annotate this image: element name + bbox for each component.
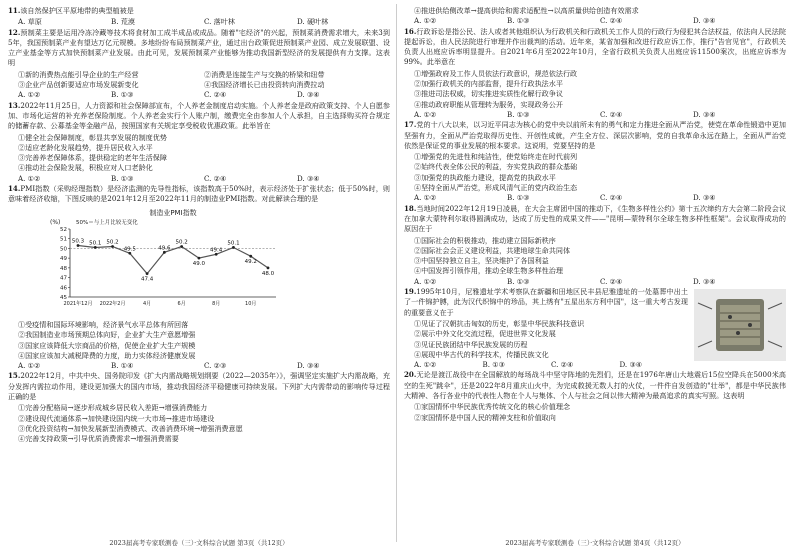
question-16: 16.行政诉讼是指公民、法人或者其他组织认为行政机关和行政机关工作人员的行政行为侵犯其合法权益，依法向人民法院提起诉讼，由人民法院进行审理并作出裁判的活动。近年来，某省加强和改进行政应诉工作，推行"告官见官"，行政机关负责人出庭应诉率明显提升。自2021年6月至2022年10月，全省行政机关负责人出庭应诉11500案次，出庭应诉率为99%。此举意在 xyxy=(404,26,786,67)
x-tick-label: 6月 xyxy=(177,300,186,307)
x-tick-label: 4月 xyxy=(142,300,152,307)
question-18: 18.当地时间2022年12月19日凌晨，在大会主席团中国的推动下，《生物多样性公约》第十五次缔约方大会第二阶段会议在加拿大蒙特利尔取得圆满成功，达成了历史性的成果文件——"昆明—蒙特利尔全球生物多样性框架"。会议取得成功的原因在于 xyxy=(404,203,786,234)
right-page: ④推进供给侧改革→提高供给和需求适配性→以高质量供给创造有效需求 A. ①② B. ①③ C. ②④ D. ③④ 16.行政诉讼是指公民、法人或者其他组织认为行政机关和行政机关工作人员的行政行为侵犯其合法权益，依法向人民法院提起诉讼，由人民法院进行审理并作出裁判的活动。近年来，某省加强和改进行政应诉工作，推行"告官见官"，行政机关负责人出庭应诉率明显提升。自2021年6月至2022年10月，全省行政机关负责人出庭应诉11500案次，出庭应诉率为99%。此举意在 ①增强政府及工作人员依法行政意识，规范依法行政 ②加强行政机关的内部监督，提升行政执法水平 ③推进司法权威，切实推进实质性化解行政争议 ④推动政府职能从管理转为服务，实现政务公开 A. ①② B. ①③ C. ②④ D. ③④ 17.党的十八大以来，以习近平同志为核心的党中央以前所未有的勇气和定力推进全面从严治党，使党在革命性锻造中更加坚强有力，全面从严治党取得历史性、开创性成就，产生全方位、深层次影响，党的自我革命永远在路上，全面从严治党依然是保证党的事业发展的根本要求。这说明，党要坚持的是 ①增强党的先进性和纯洁性，使党始终走在时代前列 ②始终代表全体公民的利益，夯实党执政的群众基础 ③加强党的执政能力建设，提高党的执政水平 ④坚持全面从严治党，形成风清气正的党内政治生态 A. ①② B. ①③ C. ②④ D. ③④ 18.当地时间2022年12月19日凌晨，在大会主席团中国的推动下，《生物多样性公约》第十五次缔约方大会第二阶段会议在加拿大蒙特利尔取得圆满成功，达成了历史性的成果文件——"昆明—蒙特利尔全球生物多样性框架"。会议取得成功的原因在于 ①国际社会的积极推动，推动建立国际新秩序 ②国际社会会正义建设利益，共建地球生命共同体 ③中国坚持独立自主，坚决维护了各国利益 ④中国发挥引领作用，推动全球生物多样性治理 A. ①② B. ①③ C. ②④ D. ③④ 19.1995年10月，尼雅遗址学术考察队在新疆和田地区民丰县尼雅遗址的一处墓葬中出土了一件锦护膊，此为汉代织锦中的珍品，其上绣有"五星出东方利中国"，这一重大考古发现的重要意义在于 ①见证了汉朝抗击匈奴的历史，彰显中华民族科技意识 ②展示中外文化交流过程，促进世界文化发展 ③见证民族团结中华民族发展的历程 ④展现中华古代的科学技术，传播民族文化 A. ①② B. ①③ C. ②④ D. ③④ 20.无论是渡江战役中在全国解放的每场战斗中坚守阵地的先烈们，还是在1976年唐山大地震后15位空降兵在5000米高空的生死"跳伞"，还是2022年8月重庆山火中，为完成救援无数人打的火仗，一件件自发创造的"壮举"，都是中华民族伟大精神、各行各业中的代表性人物在个人与集体、个人与社会之间以伟大精神为最高追求的真实写照。这表明 ①家国情怀中华民族优秀传统文化的核心价值理念 ②家国情怀是中国人民的精神支柱和价值取向 xyxy=(404,6,786,422)
y-tick-label: 45 xyxy=(60,294,67,301)
q12-options: A. ①② B. ①③ C. ②④ D. ③④ xyxy=(18,90,320,100)
x-tick-label: 10月 xyxy=(245,300,257,307)
left-footer: 2023届高考专家联测卷（三）·文科综合试题 第3页（共12页） xyxy=(109,539,289,547)
page-divider xyxy=(396,4,397,542)
pmi-chart-svg xyxy=(48,207,288,315)
pmi-value-label: 50.2 xyxy=(175,239,188,246)
chart-title: 制造业PMI指数 xyxy=(149,208,197,217)
right-footer: 2023届高考专家联测卷（三）·文科综合试题 第4页（共12页） xyxy=(505,539,685,547)
pmi-series-line xyxy=(78,245,268,273)
q14-options: A. ①② B. ①④ C. ②③ D. ③④ xyxy=(18,361,320,371)
q15-options: A. ①② B. ①③ C. ②④ D. ③④ xyxy=(414,16,716,26)
pmi-data-point xyxy=(267,266,270,269)
question-13: 13.2022年11月25日，人力资源和社会保障部宣布，个人养老金制度启动实施。个人养老金是政府政策支持、个人自愿参加、市场化运营的补充养老保险制度。个人养老金实行个人账户制，缴费完全由参加人个人承担，自主选择购买符合规定的储蓄存款、公募基金等金融产品，按照国家有关规定享受税收优惠政策。此举旨在 xyxy=(8,100,390,131)
question-19: 19.1995年10月，尼雅遗址学术考察队在新疆和田地区民丰县尼雅遗址的一处墓葬中出土了一件锦护膊，此为汉代织锦中的珍品，其上绣有"五星出东方利中国"，这一重大考古发现的重要意义在于 xyxy=(404,287,786,318)
pmi-value-label: 49.6 xyxy=(158,244,171,251)
pmi-value-label: 49.0 xyxy=(192,260,206,267)
q17-options: A. ①② B. ①③ C. ②④ D. ③④ xyxy=(414,193,716,203)
pmi-data-point xyxy=(111,245,114,248)
x-tick-label: 8月 xyxy=(212,300,221,307)
pmi-value-label: 50.1 xyxy=(227,240,240,247)
pmi-data-point xyxy=(77,244,80,247)
pmi-value-label: 49.2 xyxy=(244,258,257,265)
y-tick-label: 52 xyxy=(60,226,67,233)
pmi-data-point xyxy=(94,246,97,249)
question-11: 11.该自然保护区平原地带的典型植被是 xyxy=(8,6,134,15)
pmi-chart xyxy=(48,207,390,318)
pmi-value-label: 50.2 xyxy=(106,239,119,246)
y-tick-label: 51 xyxy=(60,236,67,243)
armguard-illustration xyxy=(694,289,786,361)
pmi-value-label: 50.3 xyxy=(71,238,85,245)
pmi-data-point xyxy=(215,252,218,255)
pmi-data-point xyxy=(249,254,252,257)
question-14: 14.PMI指数（采购经理指数）是经济监测的先导性指标，该指数高于50%时，表示经济处于扩张状态；低于50%时，则意味着经济收缩，下图反映的是2021年12月至2022年11月的制造业PMI指数。对此解读合理的是 xyxy=(8,184,390,204)
x-tick-label: 2021年12月 xyxy=(63,300,93,307)
y-tick-label: 49 xyxy=(60,255,67,262)
pmi-value-label: 48.0 xyxy=(261,270,275,277)
q13-options: A. ①② B. ①③ C. ②④ D. ③④ xyxy=(18,173,320,183)
pmi-data-point xyxy=(163,251,166,254)
pmi-data-point xyxy=(128,252,131,255)
q16-options: A. ①② B. ①③ C. ②④ D. ③④ xyxy=(414,109,716,119)
pmi-value-label: 49.4 xyxy=(210,246,223,253)
question-15: 15.2022年12月，中共中央、国务院印发《扩大内需战略规划纲要（2022—2035年）》，强调坚定实施扩大内需战略，充分发挥内需拉动作用，建设更加强大的国内市场，推动我国经济平稳健康可持续发展。下列扩大内需带动的影响传导过程正确的是 xyxy=(8,371,390,402)
brocade-armguard-photo xyxy=(694,289,786,361)
pmi-value-label: 49.5 xyxy=(123,245,136,252)
question-12: 12.预制菜主要是运用冷冻冷藏等技术将食材加工成半成品或成品。随着"宅经济"的兴起，预制菜消费需求增大，未来3到5年，我国预制菜产业有望达万亿元规模。多地纷纷布局预制菜产业，通过出台政策促进预制菜产业园、成立发展联盟、设立产业基金等方式加快预制菜产业发展。由此可见，发展预制菜产业能够为推动我国新型经济的发展提供有力支撑。这表明 xyxy=(8,27,390,68)
question-17: 17.党的十八大以来，以习近平同志为核心的党中央以前所未有的勇气和定力推进全面从严治党，使党在革命性锻造中更加坚强有力，全面从严治党取得历史性、开创性成就，产生全方位、深层次影响，党的自我革命永远在路上，全面从严治党依然是保证党的事业发展的根本要求。这说明，党要坚持的是 xyxy=(404,120,786,150)
pmi-value-label: 50.1 xyxy=(89,240,102,247)
y-axis-label: (%) xyxy=(50,218,61,226)
pmi-value-label: 47.4 xyxy=(140,276,154,283)
pmi-data-point xyxy=(146,272,149,275)
y-tick-label: 47 xyxy=(60,275,67,282)
pmi-data-point xyxy=(232,246,235,249)
q19-options: A. ①② B. ①③ C. ②④ D. ③④ xyxy=(414,360,643,370)
y-tick-label: 48 xyxy=(60,265,67,272)
pmi-data-point xyxy=(198,256,201,259)
chart-legend: 50%＝与上月比较无变化 xyxy=(76,219,138,226)
question-20: 20.无论是渡江战役中在全国解放的每场战斗中坚守阵地的先烈们，还是在1976年唐山大地震后15位空降兵在5000米高空的生死"跳伞"，还是2022年8月重庆山火中，为完成救援无数人打的火仗，一件件自发创造的"壮举"，都是中华民族伟大精神、各行各业中的代表性人物在个人与集体、个人与社会之间以伟大精神为最高追求的真实写照。这表明 xyxy=(404,370,786,400)
y-tick-label: 50 xyxy=(60,246,67,253)
q18-options: A. ①② B. ①③ C. ②④ D. ③④ xyxy=(414,276,716,286)
x-tick-label: 2022年2月 xyxy=(99,300,126,307)
q11-options: A. 草原 B. 荒漠 C. 落叶林 D. 硬叶林 xyxy=(18,17,329,27)
y-tick-label: 46 xyxy=(60,284,67,291)
left-page: 11.该自然保护区平原地带的典型植被是 A. 草原 B. 荒漠 C. 落叶林 D. 硬叶林 12.预制菜主要是运用冷冻冷藏等技术将食材加工成半成品或成品。随着"宅经济"的兴起，预制菜消费需求增大，未来3到5年，我国预制菜产业有望达万亿元规模。多地纷纷布局预制菜产业，通过出台政策促进预制菜产业园、成立发展联盟、设立产业基金等方式加快预制菜产业发展。由此可见，发展预制菜产业能够为推动我国新型经济的发展提供有力支撑。这表明 ①新的消费热点能引导企业的生产经营 ②消费是连接生产与交换的桥梁和纽带 ③企业产品创新要适应市场发展新变化 ④我国经济增长已由投资转向消费拉动 A. ①② B. ①③ C. ②④ D. ③④ 13.2022年11月25日，人力资源和社会保障部宣布，个人养老金制度启动实施。个人养老金是政府政策支持、个人自愿参加、市场化运营的补充养老保险制度。个人养老金实行个人账户制，缴费完全由参加人个人承担，自主选择购买符合规定的储蓄存款、公募基金等金融产品，按照国家有关规定享受税收优惠政策。此举旨在 ①健全社会保障制度，彰显共享发展的制度优势 ②适应老龄化发展趋势，提升居民收入水平 ③完善养老保障体系，提供稳定的老年生活保障 ④推动社会保险发展，积极应对人口老龄化 A. ①② B. ①③ C. ②④ D. ③④ 14.PMI指数（采购经理指数）是经济监测的先导性指标，该指数高于50%时，表示经济处于扩张状态；低于50%时，则意味着经济收缩，下图反映的是2021年12月至2022年11月的制造业PMI指数。对此解读合理的是 制造业PMI指数 (%) 50%＝与上月比较无变化 45 46 47 48 49 50 51 52 50.3 50.1 50.2 49.5 47.4 49.6 50.2 49.0 49.4 50.1 49.2 48.0 2021年12月 2022年2月 4月 6月 8月 10月 ①受疫情和国际环境影响，经济景气水平总体有所回落 ②我国制造业市场预期总体向好，企业扩大生产意愿增强 ③国家应该降低大宗商品的价格，促使企业扩大生产规模 ④国家应该加大减税降费的力度，助力实体经济健康发展 A. ①② B. ①④ C. ②③ D. ③④ 15.2022年12月，中共中央、国务院印发《扩大内需战略规划纲要（2022—2035年）》，强调坚定实施扩大内需战略，充分发挥内需拉动作用，建设更加强大的国内市场，推动我国经济平稳健康可持续发展。下列扩大内需带动的影响传导过程正确的是 ①完善分配格局→逐步形成城乡居民收入差距→增强消费能力 ②建设现代流通体系→加快建设国内统一大市场→推进市场建设 ③优化投资结构→加快发展新型消费模式、改善消费环境→增强消费意愿 ④完善支持政策→引导优质消费需求→增强消费需要 xyxy=(8,6,390,444)
pmi-data-point xyxy=(180,245,183,248)
